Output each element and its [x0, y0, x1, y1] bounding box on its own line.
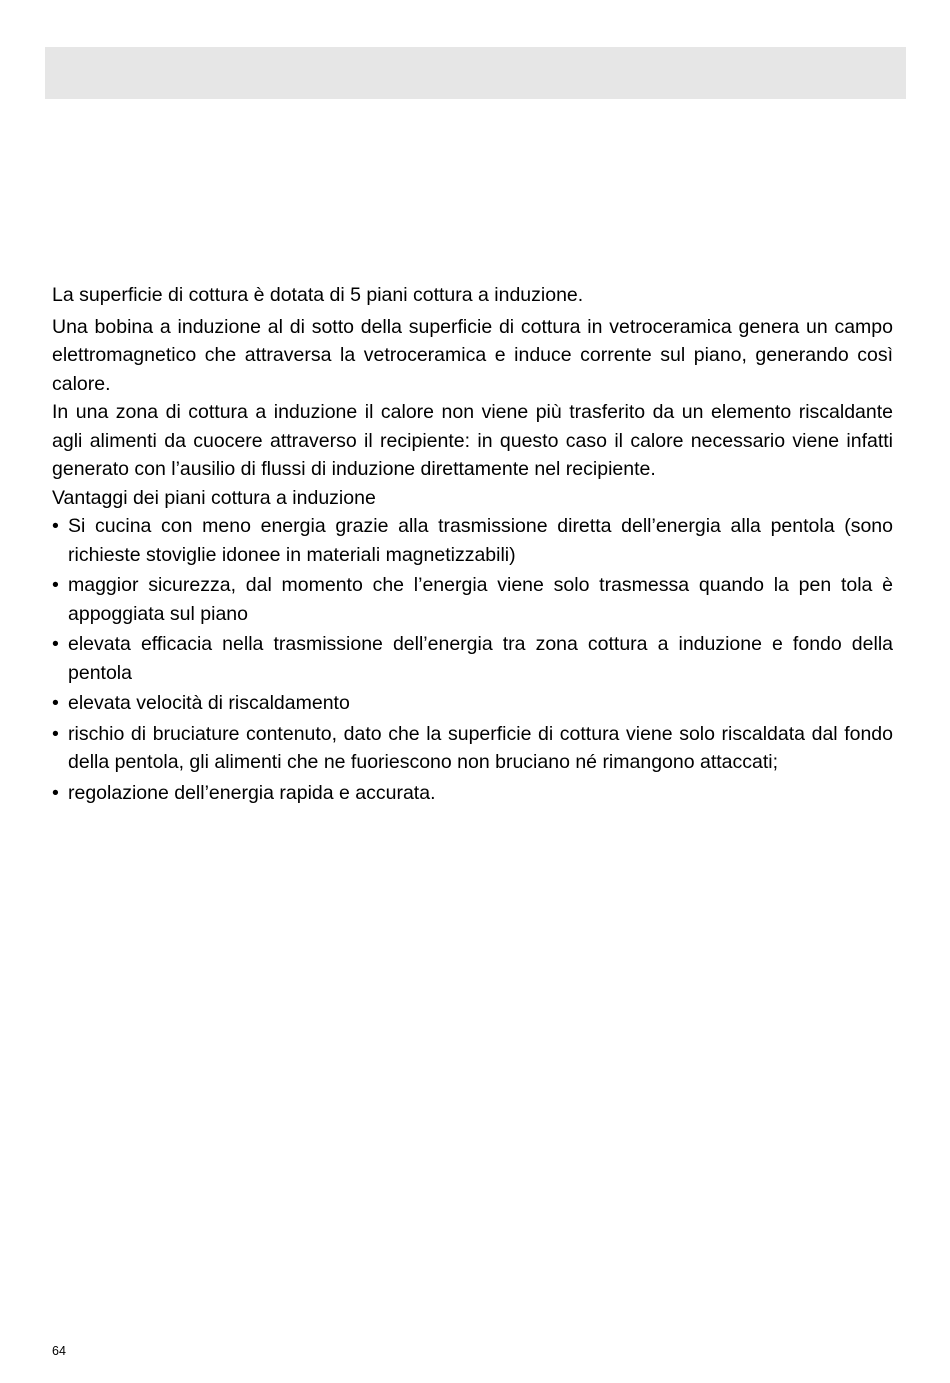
list-item-text: regolazione dell’energia rapida e accurata. [68, 781, 436, 804]
page-number: 64 [52, 1344, 66, 1358]
list-item [52, 689, 893, 718]
list-item [52, 779, 893, 808]
bullet-symbol: • [52, 515, 59, 537]
list-item-text: elevata efficacia nella trasmissione dell’energia tra zona cottura a induzione e fondo della pentola [68, 633, 893, 684]
list-item-text: rischio di bruciature contenuto, dato che la superficie di cottura viene solo riscaldata dal fondo della pentola, gli alimenti che ne fuoriescono non bruciano né rimangono attaccati; [68, 722, 893, 773]
advantages-heading: Vantaggi dei piani cottura a induzione [52, 486, 376, 509]
bullet-symbol: • [52, 722, 59, 745]
body-text [52, 281, 893, 807]
intro-paragraph-2: Una bobina a induzione al di sotto della superficie di cottura in vetroceramica genera un campo elettromagnetico che attraversa la vetroceramica e induce corrente sul piano, generando così calore. [52, 315, 893, 395]
list-item [52, 720, 893, 777]
header-bar [45, 47, 906, 99]
bullet-symbol: • [52, 574, 59, 596]
list-item [52, 512, 893, 569]
intro-paragraph-3: In una zona di cottura a induzione il calore non viene più trasferito da un elemento riscaldante agli alimenti da cuocere attraverso il recipiente: in questo caso il calore necessario viene infatti generato con l’ausilio di flussi di induzione direttamente nel recipiente. [52, 401, 893, 480]
bullet-symbol: • [52, 692, 59, 714]
list-item-text: maggior sicurezza, dal momento che l’energia viene solo trasmessa quando la pen tola è appoggiata sul piano [68, 574, 893, 625]
list-item-text: Si cucina con meno energia grazie alla trasmissione diretta dell’energia alla pentola (sono richieste stoviglie idonee in materiali magnetizzabili) [68, 515, 893, 566]
list-item [52, 630, 893, 687]
advantages-list [52, 512, 893, 807]
bullet-symbol: • [52, 633, 59, 655]
bullet-symbol: • [52, 781, 59, 804]
intro-paragraph-1: La superficie di cottura è dotata di 5 piani cottura a induzione. [52, 284, 584, 306]
list-item [52, 571, 893, 628]
list-item-text: elevata velocità di riscaldamento [68, 692, 350, 714]
